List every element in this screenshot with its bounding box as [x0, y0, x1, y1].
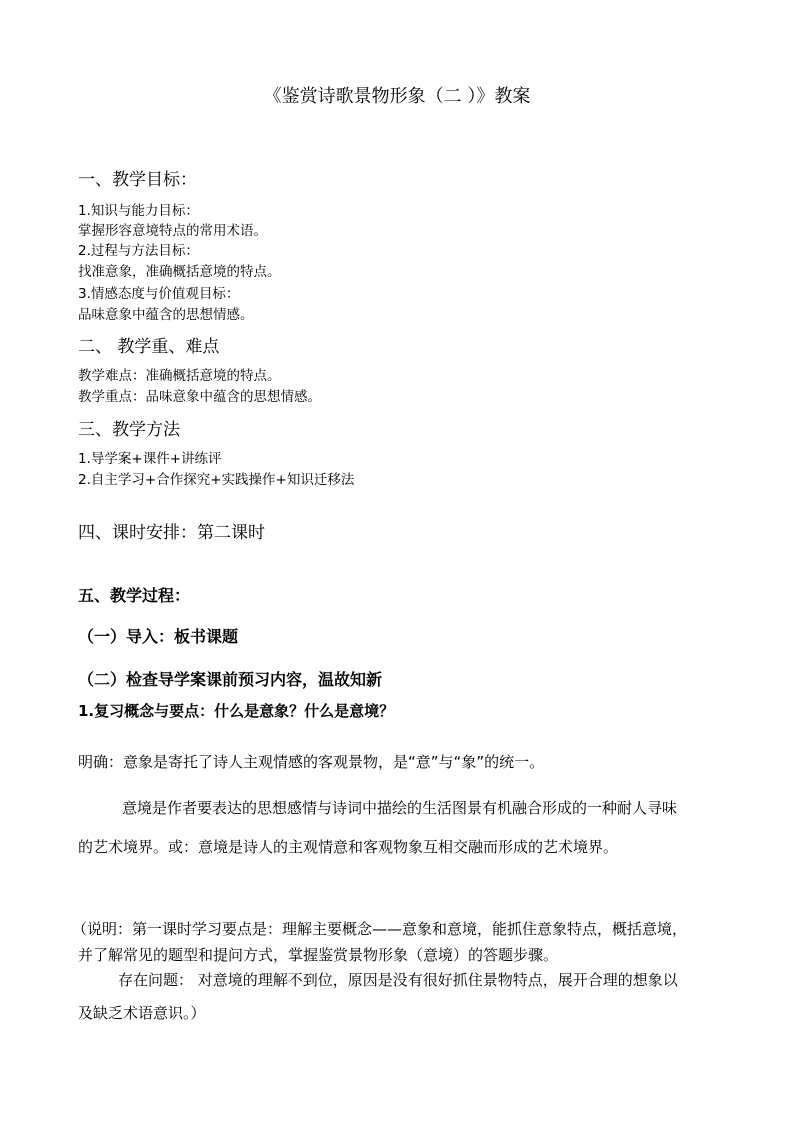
- explanation-line: 的艺术境界。或：意境是诗人的主观情意和客观物象互相交融而形成的艺术境界。: [78, 838, 619, 856]
- note-line: 及缺乏术语意识。）: [78, 1004, 206, 1022]
- method-line: 2.自主学习+合作探究+实践操作+知识迁移法: [78, 472, 355, 488]
- objective-line: 2.过程与方法目标：: [78, 243, 199, 259]
- section-heading-methods: 三、教学方法: [78, 420, 180, 440]
- note-line: （说明：第一课时学习要点是：理解主要概念——意象和意境，能抓住意象特点，概括意境，: [72, 920, 688, 938]
- review-point: 1.复习概念与要点：什么是意象？什么是意境？: [78, 702, 395, 720]
- section-heading-objectives: 一、教学目标：: [78, 170, 197, 190]
- objective-line: 3.情感态度与价值观目标：: [78, 286, 240, 302]
- explanation-line: 明确：意象是寄托了诗人主观情感的客观景物，是“意”与“象”的统一。: [78, 753, 545, 771]
- key-point-line: 教学难点：准确概括意境的特点。: [78, 368, 281, 384]
- objective-line: 掌握形容意境特点的常用术语。: [78, 223, 267, 239]
- note-line: 存在问题： 对意境的理解不到位，原因是没有很好抓住景物特点，展开合理的想象以: [118, 971, 678, 989]
- explanation-line: 意境是作者要表达的思想感情与诗词中描绘的生活图景有机融合形成的一种耐人寻味: [122, 799, 678, 817]
- process-subheading-review: （二）检查导学案课前预习内容，温故知新: [78, 670, 383, 689]
- method-line: 1.导学案+课件+讲练评: [78, 451, 222, 467]
- process-subheading-intro: （一）导入：板书课题: [78, 627, 239, 646]
- objective-line: 1.知识与能力目标：: [78, 203, 199, 219]
- note-line: 并了解常见的题型和提问方式，掌握鉴赏景物形象（意境）的答题步骤。: [78, 946, 559, 964]
- objective-line: 品味意象中蕴含的思想情感。: [78, 307, 254, 323]
- section-heading-schedule: 四、课时安排：第二课时: [78, 523, 265, 543]
- objective-line: 找准意象，准确概括意境的特点。: [78, 264, 281, 280]
- key-point-line: 教学重点：品味意象中蕴含的思想情感。: [78, 389, 321, 405]
- section-heading-key-points: 二、 教学重、难点: [78, 337, 220, 357]
- document-title: 《鉴赏诗歌景物形象（二 ）》教案: [263, 86, 531, 107]
- section-heading-process: 五、教学过程：: [78, 586, 191, 605]
